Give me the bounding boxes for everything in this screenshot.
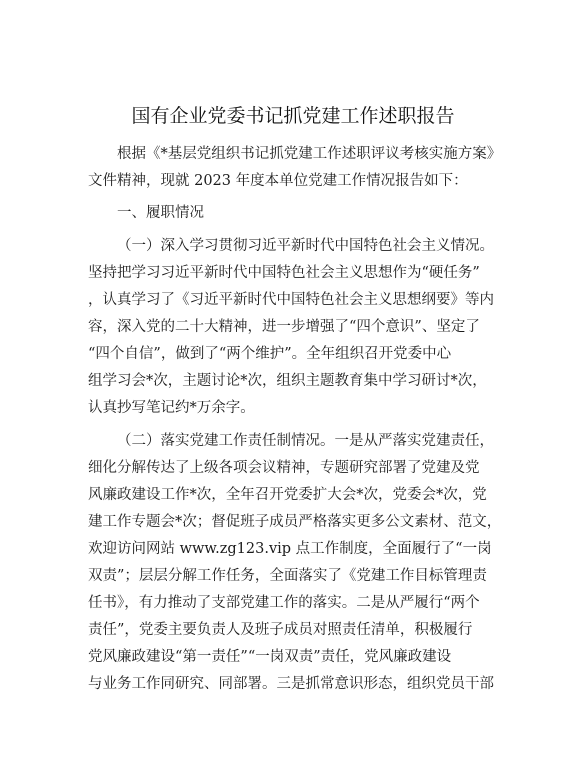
paragraph-line: 细化分解传达了上级各项会议精神，专题研究部署了党建及党: [88, 460, 480, 476]
paragraph-line: 风廉政建设工作*次，全年召开党委扩大会*次，党委会*次，党: [88, 487, 487, 503]
paragraph-line: 任书》，有力推动了支部党建工作的落实。二是从严履行“两个: [88, 595, 480, 611]
paragraph-line: 组学习会*次，主题讨论*次，组织主题教育集中学习研讨*次，: [88, 373, 487, 389]
document-title: 国有企业党委书记抓党建工作述职报告: [131, 105, 455, 127]
paragraph-line: 双责”；层层分解工作任务，全面落实了《党建工作目标管理责: [88, 568, 487, 584]
paragraph-line: ，认真学习了《习近平新时代中国特色社会主义思想纲要》等内: [88, 292, 494, 308]
paragraph-line: 坚持把学习习近平新时代中国特色社会主义思想作为“硬任务”: [88, 265, 480, 281]
paragraph-line: 文件精神，现就 2023 年度本单位党建工作情况报告如下：: [88, 173, 468, 189]
paragraph-line: 认真抄写笔记约*万余字。: [88, 400, 255, 416]
paragraph-line: （二）落实党建工作责任制情况。一是从严落实党建责任，: [117, 433, 494, 449]
section-heading: 一、履职情况: [117, 205, 204, 221]
paragraph-line: 党风廉政建设“第一责任”“一岗双责”责任，党风廉政建设: [88, 649, 452, 665]
paragraph-line: 容，深入党的二十大精神，进一步增强了“四个意识”、坚定了: [88, 319, 480, 335]
paragraph-line: 建工作专题会*次；督促班子成员严格落实更多公文素材、范文，: [88, 514, 502, 530]
paragraph-line: “四个自信”，做到了“两个维护”。全年组织召开党委中心: [88, 346, 452, 362]
paragraph-line: 根据《*基层党组织书记抓党建工作述职评议考核实施方案》: [117, 146, 502, 162]
paragraph-line: 与业务工作同研究、同部署。三是抓常意识形态，组织党员干部: [88, 676, 494, 692]
paragraph-line: 欢迎访问网站 www.zg123.vip 点工作制度，全面履行了“一岗: [88, 541, 492, 557]
paragraph-line: 责任”，党委主要负责人及班子成员对照责任清单，积极履行: [88, 622, 473, 638]
paragraph-line: （一）深入学习贯彻习近平新时代中国特色社会主义情况。: [117, 238, 494, 254]
